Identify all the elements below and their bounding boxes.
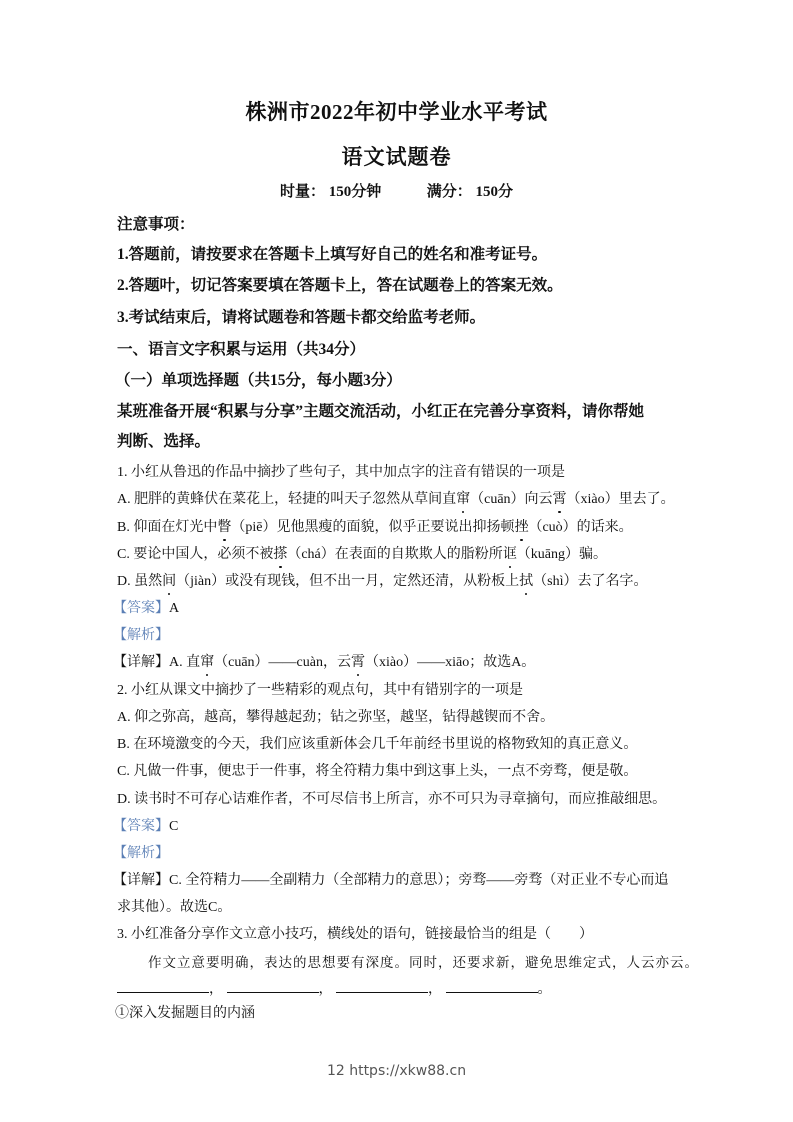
option-text: （piē）见他黑瘦的面貌，似乎正要说出抑扬顿	[231, 520, 515, 535]
passage-text: 作文立意要明确，表达的思想要有深度。同时，还要求新，避免思维定式，人云亦云。	[148, 955, 699, 971]
detail-text: （cuān）——cuàn，云	[214, 655, 351, 670]
option-a	[117, 488, 675, 508]
answer-value: C	[169, 819, 179, 834]
dotted-char: 搽	[273, 543, 287, 563]
intro-text: 某班准备开展“积累与分享”主题交流活动，小红正在完善分享资料，请你帮她	[117, 403, 645, 420]
exam-title: 株洲市2022年初中学业水平考试	[245, 100, 548, 124]
separator: ，	[318, 982, 333, 997]
option-text: （cuò）的话来。	[528, 520, 633, 535]
exam-subtitle: 语文试题卷	[341, 145, 452, 169]
time-label: 时量：	[279, 184, 325, 200]
answer-row	[113, 597, 179, 617]
answer-label: 【答案】	[113, 601, 169, 616]
option-b	[117, 516, 633, 536]
notice-heading: 注意事项：	[117, 216, 195, 233]
blanks-row	[117, 978, 552, 998]
dotted-char: 拭	[519, 570, 533, 590]
dotted-char: 挫	[514, 516, 528, 536]
section-heading: 一、语言文字积累与运用（共34分）	[117, 341, 366, 358]
detail-label: 【详解】	[113, 655, 169, 670]
question-stem: 2. 小红从课文中摘抄了一些精彩的观点句，其中有错别字的一项是	[117, 683, 523, 698]
detail-row	[113, 651, 535, 671]
answer-value: A	[169, 601, 180, 616]
separator: ，	[209, 982, 223, 997]
answer-row	[113, 815, 178, 835]
notice-item: 3.考试结束后，请将试题卷和答题卡都交给监考老师。	[117, 309, 486, 326]
detail-row	[113, 869, 668, 889]
subsection-heading: （一）单项选择题（共15分，每小题3分）	[115, 372, 402, 389]
separator: ，	[428, 982, 442, 997]
dotted-char: 霄	[351, 651, 365, 671]
score-value: 150分	[475, 184, 514, 200]
analysis-label: 【解析】	[113, 628, 169, 643]
detail-text: C. 全符精力——全副精力（全部精力的意思）；旁骛——旁骛（对正业不专心而追	[169, 873, 669, 888]
detail-text: A. 直	[169, 655, 201, 670]
blank-4	[446, 982, 538, 993]
blank-3	[336, 982, 428, 993]
option-text: （shì）去了名字。	[533, 574, 648, 589]
detail-text: 求其他）。故选C。	[117, 900, 232, 915]
dotted-char: 霄	[553, 488, 567, 508]
notice-item: 2.答题叶，切记答案要填在答题卡上，答在试题卷上的答案无效。	[117, 277, 563, 294]
option-text: （cuān）向云	[470, 492, 553, 507]
blank-1	[117, 982, 209, 993]
dotted-char: 窜	[456, 488, 470, 508]
option-text: （kuāng）骗。	[516, 547, 607, 562]
choice-item: ①深入发掘题目的内涵	[115, 1006, 255, 1021]
separator: 。	[537, 982, 552, 997]
option-text: A. 肥胖的黄蜂伏在菜花上，轻捷的叫天子忽然从草间直	[117, 492, 457, 507]
question-stem: 1. 小红从鲁迅的作品中摘抄了些句子，其中加点字的注音有错误的一项是	[117, 465, 565, 480]
option-text: C. 要论中国人，必须不被	[117, 547, 274, 562]
option-d	[117, 570, 647, 590]
option-text: （jiàn）或没有现钱，但不出一月，定然还清，从粉板上	[176, 574, 520, 589]
option-text: （xiào）里去了。	[566, 492, 675, 507]
dotted-char: 窜	[200, 651, 214, 671]
intro-text: 判断、选择。	[117, 433, 211, 450]
dotted-char: 间	[162, 570, 176, 590]
dotted-char: 瞥	[217, 516, 231, 536]
notice-item: 1.答题前，请按要求在答题卡上填写好自己的姓名和准考证号。	[117, 246, 548, 263]
option-a: A. 仰之弥高，越高，攀得越起劲；钻之弥坚，越坚，钻得越锲而不舍。	[117, 710, 555, 725]
time-value: 150分钟	[328, 184, 382, 200]
blank-2	[227, 982, 319, 993]
detail-label: 【详解】	[113, 873, 169, 888]
exam-meta	[0, 180, 793, 201]
option-d: D. 读书时不可存心诘难作者，不可尽信书上所言，亦不可只为寻章摘句，而应推敲细思。	[117, 792, 667, 807]
option-c: C. 凡做一件事，便忠于一件事，将全符精力集中到这事上头，一点不旁骛，便是敬。	[117, 764, 638, 779]
dotted-char: 诓	[503, 543, 517, 563]
answer-label: 【答案】	[113, 819, 169, 834]
option-text: （chá）在表面的自欺欺人的脂粉所	[287, 547, 503, 562]
option-text: B. 仰面在灯光中	[117, 520, 218, 535]
page-footer: 12 https://xkw88.cn	[326, 1063, 467, 1079]
option-b: B. 在环境激变的今天，我们应该重新体会几千年前经书里说的格物致知的真正意义。	[117, 737, 638, 752]
analysis-label: 【解析】	[113, 846, 169, 861]
score-label: 满分：	[426, 184, 472, 200]
option-c	[117, 543, 607, 563]
question-stem: 3. 小红准备分享作文立意小技巧，横线处的语句，链接最恰当的组是（ ）	[117, 927, 593, 942]
detail-text: （xiào）——xiāo；故选A。	[364, 655, 536, 670]
option-text: D. 虽然	[117, 574, 163, 589]
